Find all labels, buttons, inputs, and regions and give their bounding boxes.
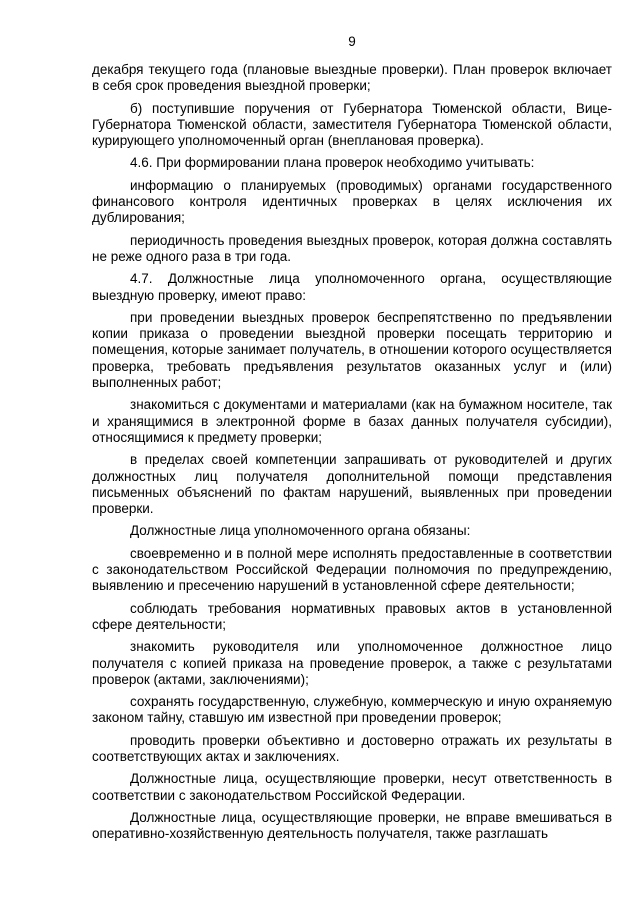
paragraph: проводить проверки объективно и достоверно отражать их результаты в соответствующих актах и заключениях. [92,732,612,764]
paragraph: информацию о планируемых (проводимых) органами государственного финансового контроля идентичных проверках в целях исключения их дублирования; [92,177,612,226]
paragraph: своевременно и в полной мере исполнять предоставленные в соответствии с законодательством Российской Федерации полномочия по предупреждению, выявлению и пресечению нарушений в установленной сфере деятельности; [92,545,612,594]
paragraph: 4.6. При формировании плана проверок необходимо учитывать: [130,155,535,171]
paragraph: Должностные лица уполномоченного органа обязаны: [130,523,471,539]
paragraph: Должностные лица, осуществляющие проверки, несут ответственность в соответствии с законодательством Российской Федерации. [92,771,612,803]
paragraph: при проведении выездных проверок беспрепятственно по предъявлении копии приказа о проведении выездной проверки посещать территорию и помещения, которые занимает получатель, в отношении которого осуществляется проверка, требовать предъявления результатов оказанных услуг и (или) выполненных работ; [92,309,612,391]
paragraph: Должностные лица, осуществляющие проверки, не вправе вмешиваться в оперативно-хозяйственную деятельность получателя, также разглашать [92,809,612,842]
paragraph: знакомить руководителя или уполномоченное должностное лицо получателя с копией приказа на проведение проверок, а также с результатами проверок (актами, заключениями); [92,639,612,687]
paragraph: б) поступившие поручения от Губернатора Тюменской области, Вице-Губернатора Тюменской области, заместителя Губернатора Тюменской области, курирующего уполномоченный орган (внеплановая проверка). [92,100,612,149]
paragraph: периодичность проведения выездных проверок, которая должна составлять не реже одного раза в три года. [92,232,612,264]
paragraph: соблюдать требования нормативных правовых актов в установленной сфере деятельности; [92,600,612,632]
paragraph: 4.7. Должностные лица уполномоченного органа, осуществляющие выездную проверку, имеют право: [92,271,612,303]
paragraph: знакомиться с документами и материалами (как на бумажном носителе, так и хранящимися в электронной форме в базах данных получателя субсидии), относящимися к предмету проверки; [92,397,612,445]
page-number: 9 [348,34,356,49]
paragraph: в пределах своей компетенции запрашивать от руководителей и других должностных лиц получателя дополнительной помощи представления письменных объяснений по фактам нарушений, выявленных при проведении проверки. [92,452,612,517]
paragraph: декабря текущего года (плановые выездные проверки). План проверок включает в себя срок проведения выездной проверки; [92,62,612,94]
paragraph: сохранять государственную, служебную, коммерческую и иную охраняемую законом тайну, ставшую им известной при проведении проверок; [92,694,612,726]
